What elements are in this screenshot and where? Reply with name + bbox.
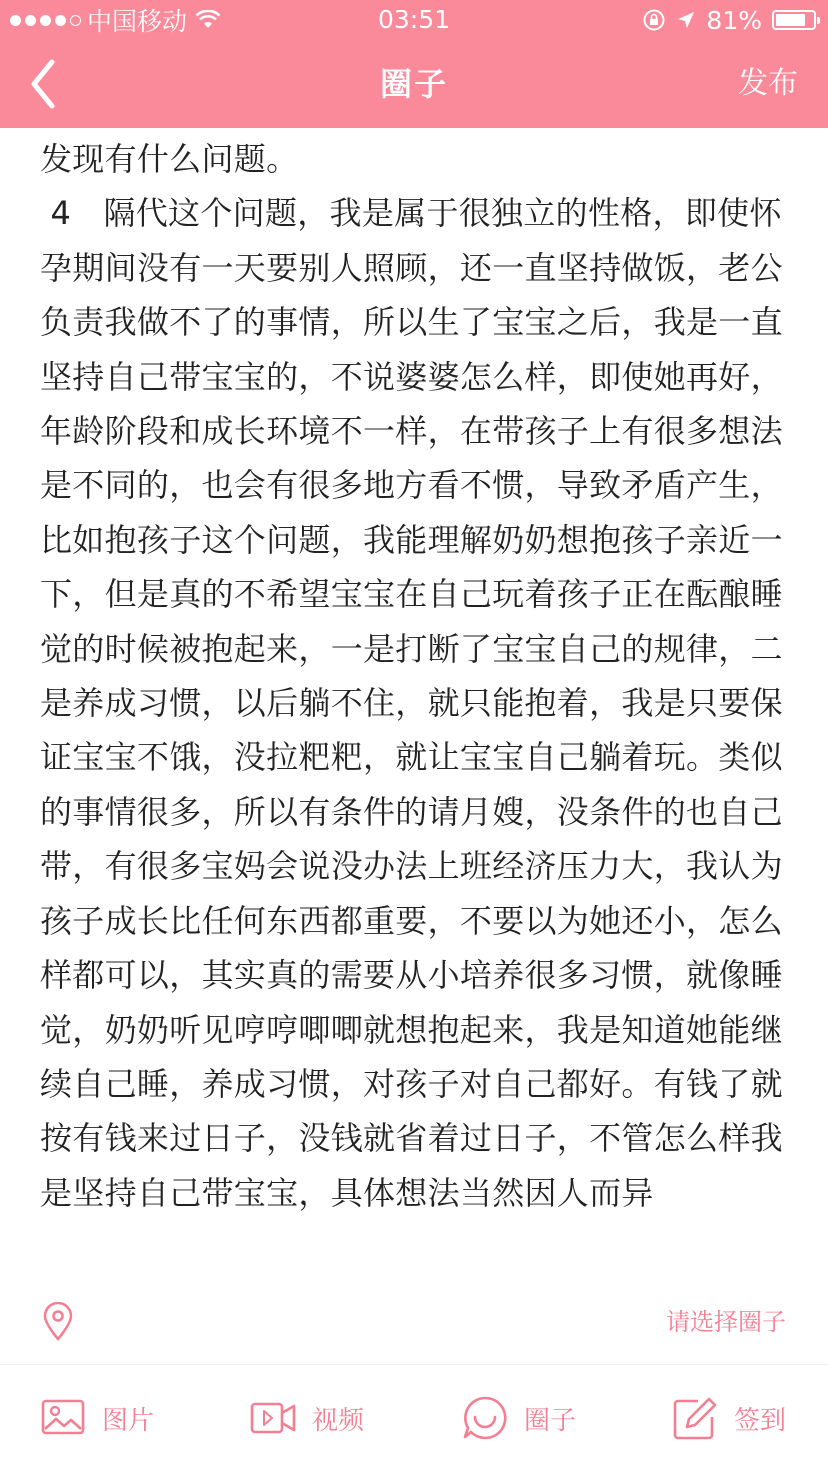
battery-percent: 81% xyxy=(706,5,762,35)
video-icon xyxy=(250,1395,296,1441)
circle-button[interactable] xyxy=(462,1395,576,1441)
location-pin-icon[interactable] xyxy=(42,1302,74,1342)
circle-chat-icon xyxy=(462,1395,508,1441)
nav-bar xyxy=(0,40,828,128)
publish-button[interactable]: 发布 xyxy=(738,66,798,101)
checkin-label: 签到 xyxy=(734,1405,787,1436)
image-label: 图片 xyxy=(102,1405,155,1436)
carrier-name: 中国移动 xyxy=(87,7,188,36)
location-arrow-icon xyxy=(676,10,696,30)
image-button[interactable] xyxy=(40,1395,154,1441)
battery-tip xyxy=(817,17,820,24)
bottom-toolbar xyxy=(0,1365,828,1472)
circle-label: 圈子 xyxy=(524,1405,577,1436)
post-content-text[interactable]: 发现有什么问题。 4 隔代这个问题，我是属于很独立的性格，即使怀孕期间没有一天要别人照顾，还一直坚持做饭，老公负责我做不了的事情，所以生了宝宝之后，我是一直坚持自己带宝宝的，不说婆婆怎么样，即使她再好，年龄阶段和成长环境不一样，在带孩子上有很多想法是不同的，也会有很多地方看不惯，导致矛盾产生，比如抱孩子这个问题，我能理解奶奶想抱孩子亲近一下，但是真的不希望宝宝在自己玩着孩子正在酝酿睡觉的时候被抱起来，一是打断了宝宝自己的规律，二是养成习惯，以后躺不住，就只能抱着，我是只要保证宝宝不饿，没拉粑粑，就让宝宝自己躺着玩。类似的事情很多，所以有条件的请月嫂，没条件的也自己带，有很多宝妈会说没办法上班经济压力大，我认为孩子成长比任何东西都重要，不要以为她还小，怎么样都可以，其实真的需要从小培养很多习惯，就像睡觉，奶奶听见哼哼唧唧就想抱起来，我是知道她能继续自己睡，养成习惯，对孩子对自己都好。有钱了就按有钱来过日子，没钱就省着过日子，不管怎么样我是坚持自己带宝宝，具体想法当然因人而异 xyxy=(40,140,783,1212)
video-label: 视频 xyxy=(312,1405,365,1436)
checkin-button[interactable] xyxy=(672,1395,786,1441)
orientation-lock-icon xyxy=(642,8,666,32)
image-icon xyxy=(40,1395,86,1441)
checkin-edit-icon xyxy=(672,1395,718,1441)
battery-level xyxy=(776,14,805,26)
select-circle-button[interactable]: 请选择圈子 xyxy=(666,1308,786,1336)
video-button[interactable] xyxy=(250,1395,364,1441)
battery-icon xyxy=(772,10,816,30)
page-title: 圈子 xyxy=(379,65,448,103)
status-bar xyxy=(0,0,828,40)
location-row xyxy=(0,1290,828,1350)
status-time: 03:51 xyxy=(377,5,451,34)
status-right xyxy=(642,5,816,35)
